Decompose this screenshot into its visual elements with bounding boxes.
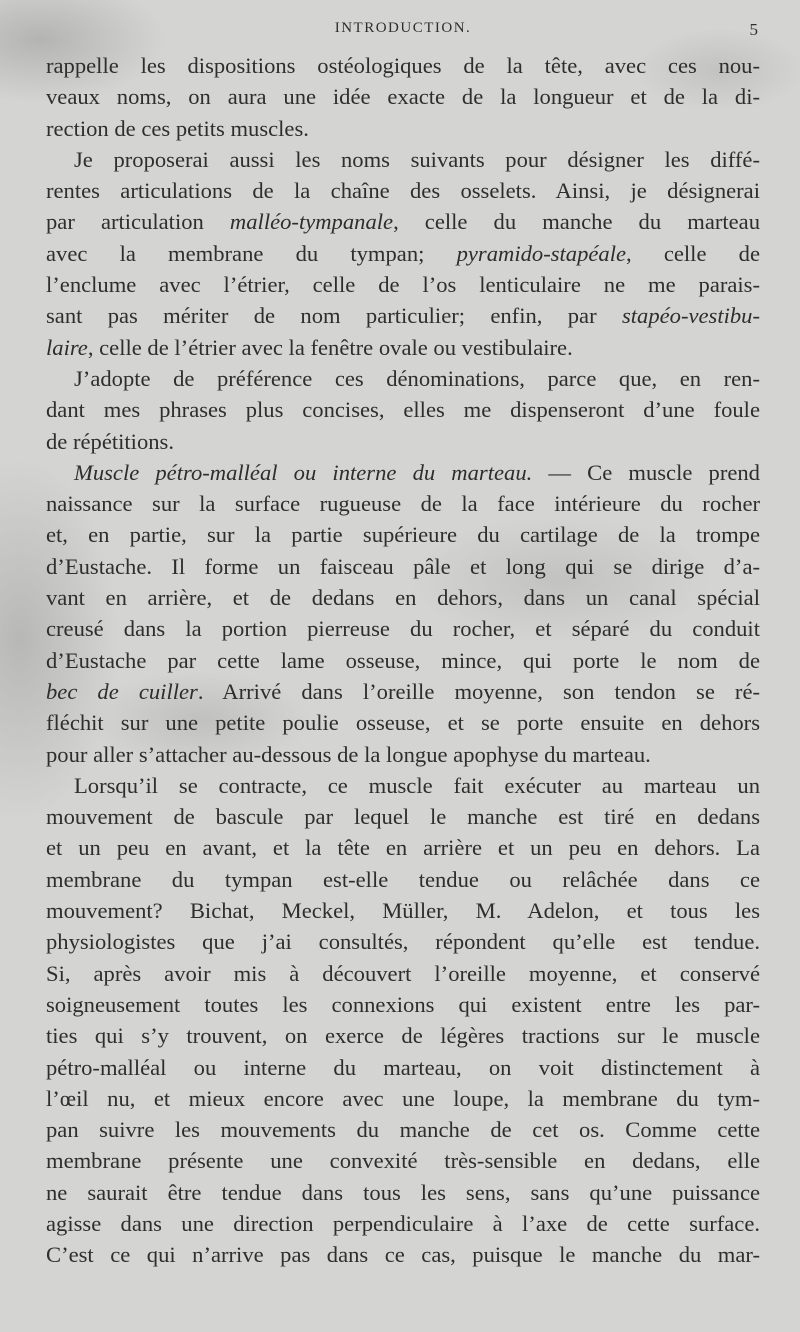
- text-line: [46, 50, 760, 81]
- text-segment: naissance sur la surface rugueuse de la face intérieure du rocher: [46, 491, 760, 517]
- running-title: INTRODUCTION.: [334, 20, 472, 36]
- text-segment: l’enclume avec l’étrier, celle de l’os lenticulaire ne me parais-: [46, 272, 760, 298]
- text-segment: de répétitions.: [46, 428, 174, 454]
- text-line: [46, 645, 760, 676]
- text-segment: fléchit sur une petite poulie osseuse, et se porte ensuite en dehors: [46, 710, 760, 736]
- text-segment: par articulation: [46, 209, 230, 235]
- paragraph: [46, 770, 760, 1271]
- text-segment: membrane présente une convexité très-sensible en dedans, elle: [46, 1148, 760, 1174]
- text-line: [46, 1145, 760, 1176]
- paragraph: [46, 50, 760, 144]
- text-segment: mouvement de bascule par lequel le manche est tiré en dedans: [46, 804, 760, 830]
- text-segment: membrane du tympan est-elle tendue ou relâchée dans ce: [46, 866, 760, 892]
- text-line: [46, 1020, 760, 1051]
- text-line: [46, 457, 760, 488]
- italic-text: stapéo-vestibu-: [621, 303, 760, 329]
- text-segment: physiologistes que j’ai consultés, répondent qu’elle est tendue.: [46, 929, 760, 955]
- text-line: [46, 613, 760, 644]
- text-segment: dant mes phrases plus concises, elles me dispenseront d’une foule: [46, 397, 760, 423]
- text-line: [46, 551, 760, 582]
- text-line: [46, 707, 760, 738]
- text-segment: , celle de: [626, 240, 760, 266]
- text-line: [46, 269, 760, 300]
- paragraph: [46, 457, 760, 770]
- text-segment: avec la membrane du tympan;: [46, 240, 457, 266]
- text-segment: pan suivre les mouvements du manche de cet os. Comme cette: [46, 1117, 760, 1143]
- text-segment: — Ce muscle prend: [532, 459, 760, 485]
- text-line: [46, 832, 760, 863]
- text-line: [46, 958, 760, 989]
- text-line: [46, 1208, 760, 1239]
- text-line: [46, 113, 760, 144]
- text-segment: soigneusement toutes les connexions qui existent entre les par-: [46, 991, 760, 1017]
- text-segment: veaux noms, on aura une idée exacte de la longueur et de la di-: [46, 84, 760, 110]
- text-line: [46, 801, 760, 832]
- text-line: [46, 989, 760, 1020]
- page-number: 5: [749, 20, 758, 39]
- text-segment: et un peu en avant, et la tête en arrière et un peu en dehors. La: [46, 835, 760, 861]
- text-segment: , celle de l’étrier avec la fenêtre ovale ou vestibulaire.: [87, 334, 573, 360]
- text-segment: agisse dans une direction perpendiculaire à l’axe de cette surface.: [46, 1210, 760, 1236]
- text-segment: J’adopte de préférence ces dénominations, parce que, en ren-: [74, 365, 760, 391]
- text-line: [46, 332, 760, 363]
- text-segment: Je proposerai aussi les noms suivants pour désigner les diffé-: [74, 146, 760, 172]
- text-segment: l’œil nu, et mieux encore avec une loupe, la membrane du tym-: [46, 1085, 760, 1111]
- text-line: [46, 144, 760, 175]
- text-line: [46, 363, 760, 394]
- text-segment: creusé dans la portion pierreuse du rocher, et séparé du conduit: [46, 616, 760, 642]
- text-segment: pétro-malléal ou interne du marteau, on voit distinctement à: [46, 1054, 760, 1080]
- text-line: [46, 426, 760, 457]
- text-line: [46, 676, 760, 707]
- text-segment: ties qui s’y trouvent, on exerce de légères tractions sur le muscle: [46, 1023, 760, 1049]
- text-segment: ne saurait être tendue dans tous les sens, sans qu’une puissance: [46, 1179, 760, 1205]
- text-segment: , celle du manche du marteau: [393, 209, 760, 235]
- italic-text: bec de cuiller: [46, 678, 198, 704]
- text-line: [46, 864, 760, 895]
- italic-text: malléo-tympanale: [229, 209, 394, 235]
- paragraph: [46, 144, 760, 363]
- text-segment: Lorsqu’il se contracte, ce muscle fait exécuter au marteau un: [74, 772, 760, 798]
- text-segment: rection de ces petits muscles.: [46, 115, 309, 141]
- text-segment: d’Eustache par cette lame osseuse, mince, qui porte le nom de: [46, 647, 760, 673]
- text-segment: . Arrivé dans l’oreille moyenne, son tendon se ré-: [197, 678, 760, 704]
- text-segment: Si, après avoir mis à découvert l’oreille moyenne, et conservé: [46, 960, 760, 986]
- text-line: [46, 1083, 760, 1114]
- text-line: [46, 895, 760, 926]
- text-line: [46, 1177, 760, 1208]
- text-line: [46, 1239, 760, 1270]
- text-segment: sant pas mériter de nom particulier; enfin, par: [46, 303, 622, 329]
- body-text: [46, 50, 760, 1271]
- text-segment: et, en partie, sur la partie supérieure du cartilage de la trompe: [46, 522, 760, 548]
- italic-text: Muscle pétro-malléal ou interne du marteau.: [74, 459, 533, 485]
- text-line: [46, 206, 760, 237]
- text-line: [46, 175, 760, 206]
- text-line: [46, 739, 760, 770]
- text-segment: C’est ce qui n’arrive pas dans ce cas, puisque le manche du mar-: [46, 1242, 760, 1268]
- text-segment: pour aller s’attacher au-dessous de la longue apophyse du marteau.: [46, 741, 651, 767]
- text-line: [46, 1114, 760, 1145]
- text-segment: d’Eustache. Il forme un faisceau pâle et long qui se dirige d’a-: [46, 553, 760, 579]
- italic-text: pyramido-stapéale: [456, 240, 627, 266]
- text-segment: rappelle les dispositions ostéologiques de la tête, avec ces nou-: [46, 53, 760, 78]
- text-segment: mouvement? Bichat, Meckel, Müller, M. Adelon, et tous les: [46, 898, 760, 924]
- running-head: [46, 20, 760, 44]
- text-segment: rentes articulations de la chaîne des osselets. Ainsi, je désignerai: [46, 178, 760, 204]
- text-line: [46, 81, 760, 112]
- text-line: [46, 1052, 760, 1083]
- text-line: [46, 770, 760, 801]
- text-line: [46, 300, 760, 331]
- text-line: [46, 394, 760, 425]
- italic-text: laire: [46, 334, 88, 360]
- text-segment: vant en arrière, et de dedans en dehors, dans un canal spécial: [46, 585, 760, 611]
- text-line: [46, 519, 760, 550]
- text-line: [46, 582, 760, 613]
- paragraph: [46, 363, 760, 457]
- text-line: [46, 926, 760, 957]
- text-line: [46, 238, 760, 269]
- text-line: [46, 488, 760, 519]
